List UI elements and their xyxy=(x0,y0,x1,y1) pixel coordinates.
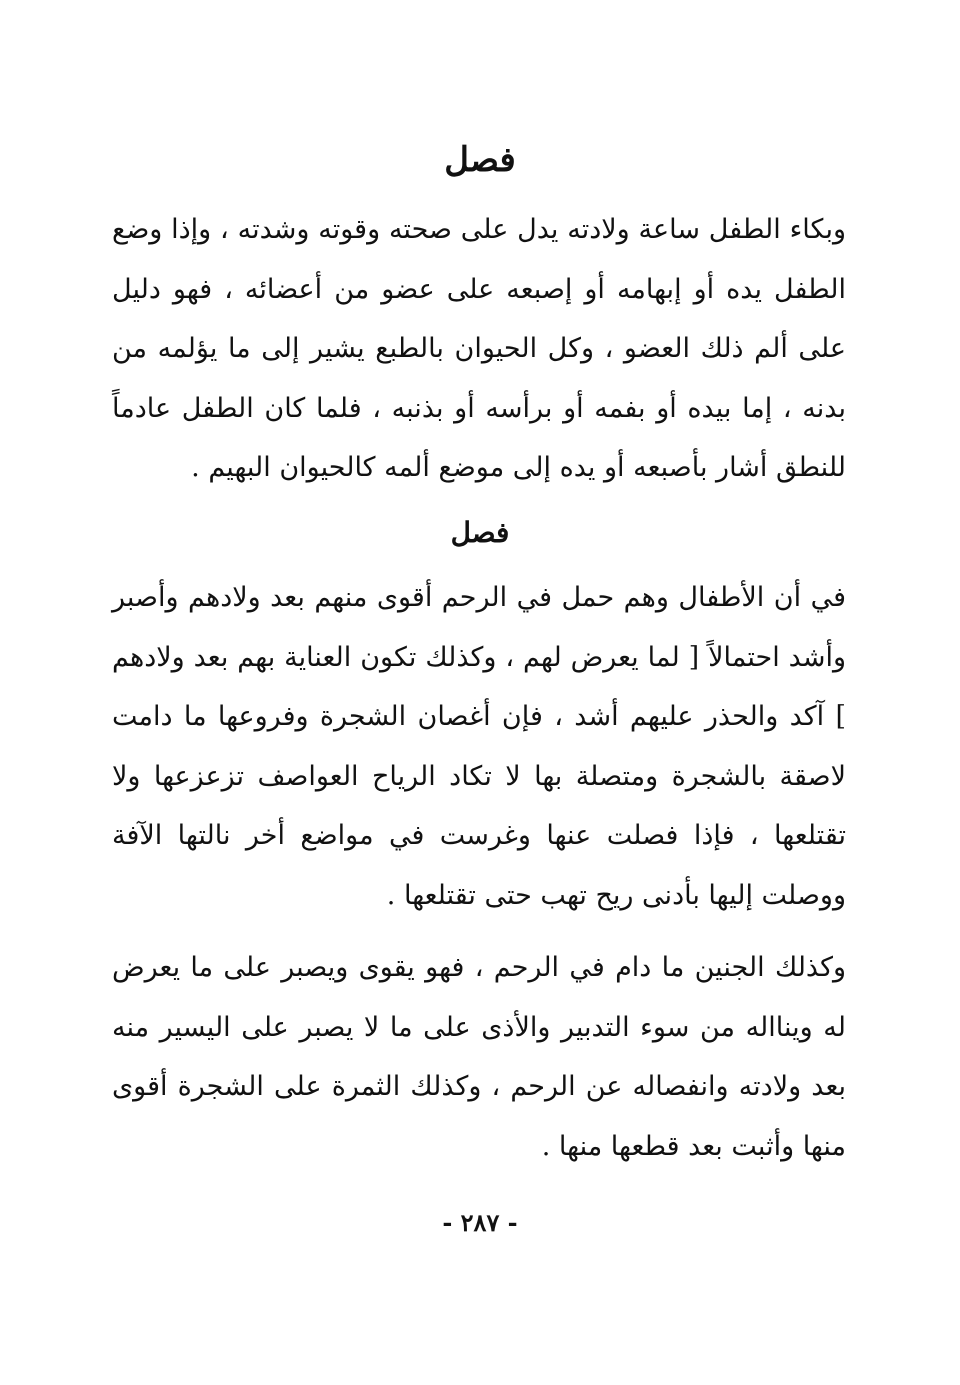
paragraph: وبكاء الطفل ساعة ولادته يدل على صحته وقوته وشدته ، وإذا وضع الطفل يده أو إبهامه أو إصبعه على عضو من أعضائه ، فهو دليل على ألم ذلك العضو ، وكل الحيوان بالطبع يشير إلى ما يؤلمه من بدنه ، إما بيده أو بفمه أو برأسه أو بذنبه ، فلما كان الطفل عادماً للنطق أشار بأصبعه أو يده إلى موضع ألمه كالحيوان البهيم . xyxy=(112,214,846,483)
section-heading: فصل xyxy=(450,516,510,549)
paragraph: في أن الأطفال وهم حمل في الرحم أقوى منهم بعد ولادهم وأصبر وأشد احتمالاً [ لما يعرض لهم ، وكذلك تكون العناية بهم بعد ولادهم ] آكد والحذر عليهم أشد ، فإن أغصان الشجرة وفروعها ما دامت لاصقة بالشجرة ومتصلة بها لا تكاد الرياح العواصف تزعزعها ولا تقتلعها ، فإذا فصلت عنها وغرست في مواضع أخر نالتها الآفة ووصلت إليها بأدنى ريح تهب حتى تقتلعها . xyxy=(112,582,846,911)
paragraph: وكذلك الجنين ما دام في الرحم ، فهو يقوى ويصبر على ما يعرض له وينااله من سوء التدبير والأذى على ما لا يصبر على اليسير منه بعد ولادته وانفصاله عن الرحم ، وكذلك الثمرة على الشجرة أقوى منها وأثبت بعد قطعها منها . xyxy=(112,952,846,1162)
page-number: - ٢٨٧ - xyxy=(442,1208,518,1237)
section-heading: فصل xyxy=(444,140,516,180)
